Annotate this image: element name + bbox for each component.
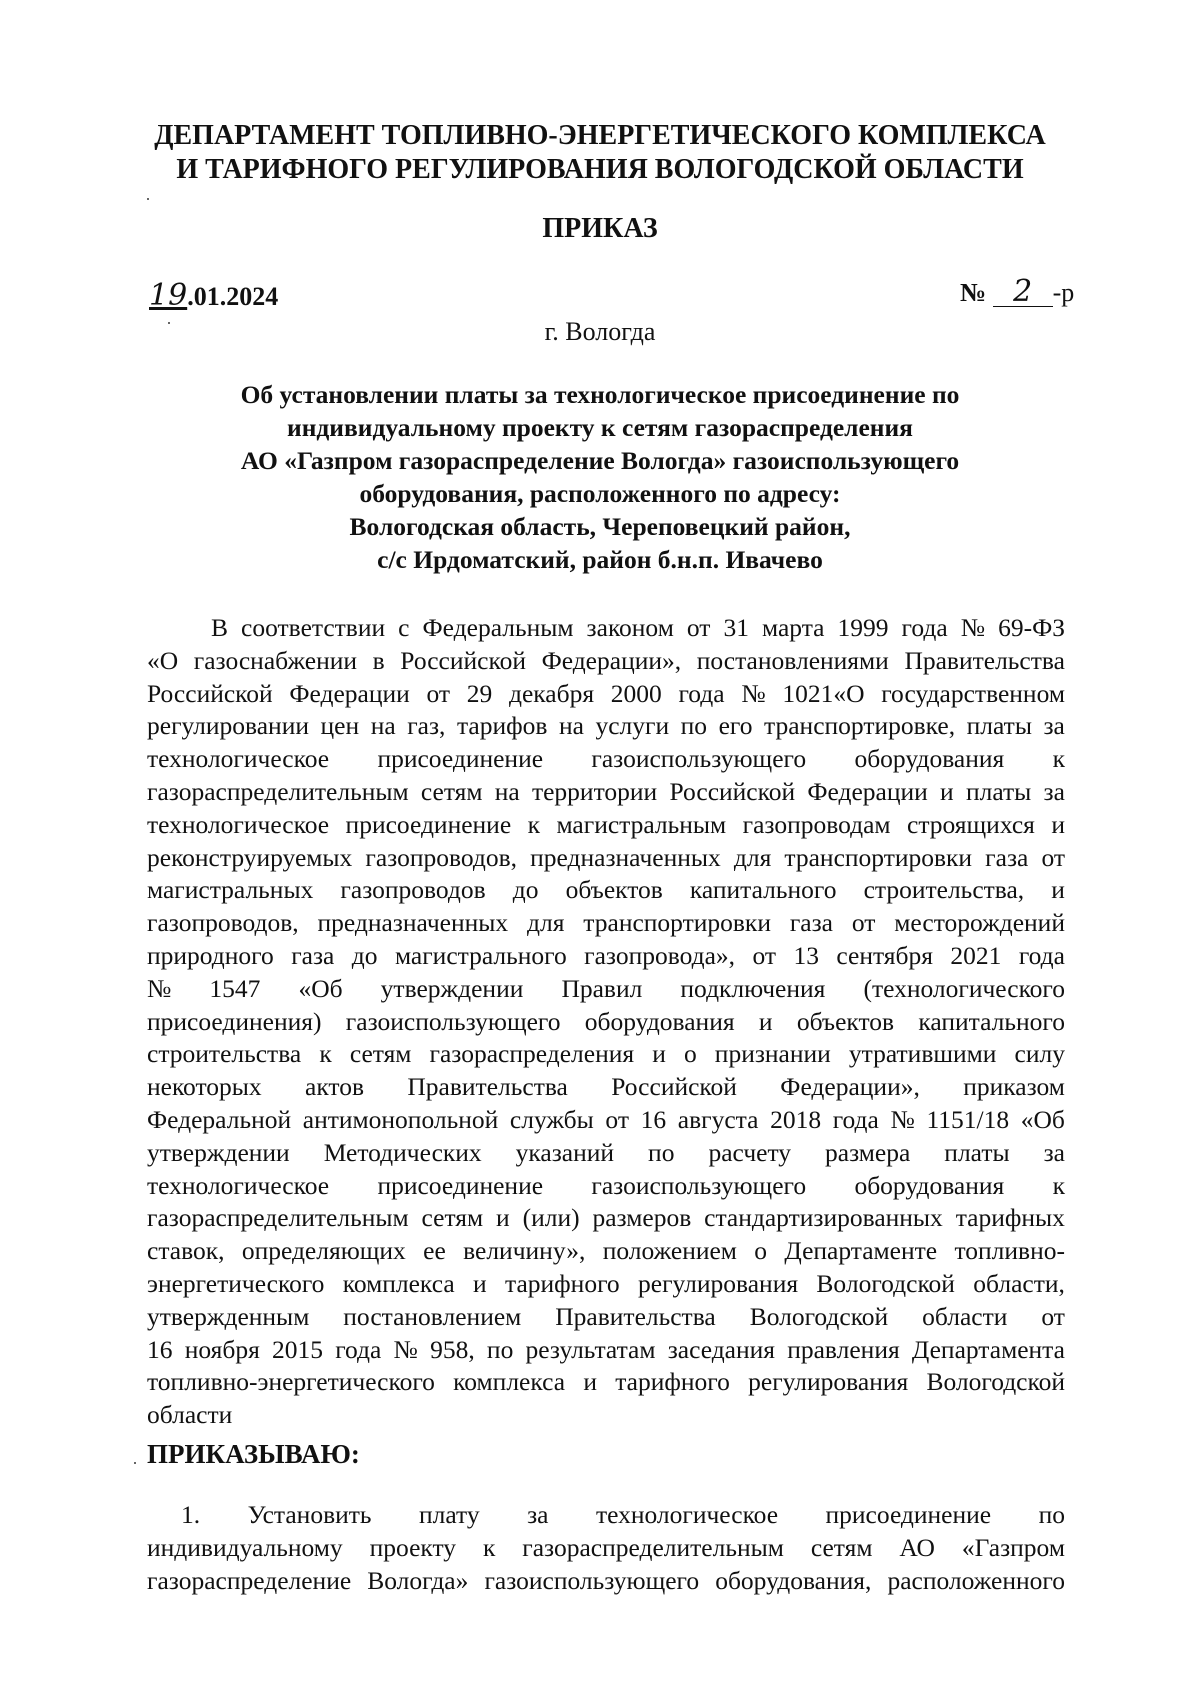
text-line: технологическое присоединение газоиспользующего оборудования к	[147, 744, 1065, 774]
number-handwritten: 2	[993, 278, 1053, 307]
scan-speck	[168, 322, 170, 324]
document-title	[180, 378, 1020, 576]
text-line: Российской Федерации от 29 декабря 2000 года № 1021«О государственном	[147, 678, 1065, 708]
department-name-line-1: ДЕПАРТАМЕНТ ТОПЛИВНО-ЭНЕРГЕТИЧЕСКОГО КОМПЛЕКСА	[154, 120, 1046, 151]
title-line: Вологодская область, Череповецкий район,	[349, 512, 851, 541]
text-line: регулировании цен на газ, тарифов на услуги по его транспортировке, платы за	[147, 711, 1065, 741]
text-line: В соответствии с Федеральным законом от 31 марта 1999 года № 69-ФЗ	[211, 613, 1065, 642]
document-city: г. Вологда	[544, 317, 656, 346]
document-date	[149, 278, 278, 313]
text-line: технологическое присоединение газоиспользующего оборудования к	[147, 1170, 1065, 1200]
title-line: АО «Газпром газораспределение Вологда» газоиспользующего	[240, 446, 960, 475]
text-line: утверждении Методических указаний по расчету размера платы за	[147, 1137, 1065, 1167]
text-line: Федеральной антимонопольной службы от 16 августа 2018 года № 1151/18 «Об	[147, 1104, 1065, 1134]
text-line: газопроводов, предназначенных для транспортировки газа от месторождений	[147, 908, 1065, 938]
text-line: некоторых актов Правительства Российской Федерации», приказом	[147, 1072, 1065, 1102]
title-line: с/с Ирдоматский, район б.н.п. Ивачево	[377, 545, 823, 574]
text-line: газораспределение Вологда» газоиспользующего оборудования, расположенного	[147, 1565, 1065, 1595]
text-line: утвержденным постановлением Правительства Вологодской области от	[147, 1301, 1065, 1331]
text-line: присоединения) газоиспользующего оборудования и объектов капитального	[147, 1006, 1065, 1036]
title-line: индивидуальному проекту к сетям газораспределения	[287, 413, 913, 442]
department-name-line-2: И ТАРИФНОГО РЕГУЛИРОВАНИЯ ВОЛОГОДСКОЙ ОБЛАСТИ	[176, 154, 1024, 185]
document-type: ПРИКАЗ	[542, 213, 658, 244]
text-line: 16 ноября 2015 года № 958, по результатам заседания правления Департамента	[147, 1334, 1065, 1364]
document-number	[960, 274, 1075, 309]
text-line: ставок, определяющих ее величину», положением о Департаменте топливно-	[147, 1236, 1065, 1266]
text-line: топливно-энергетического комплекса и тарифного регулирования Вологодской	[147, 1367, 1065, 1397]
text-line: природного газа до магистрального газопровода», от 13 сентября 2021 года	[147, 940, 1065, 970]
scan-speck	[134, 1462, 136, 1464]
text-line: энергетического комплекса и тарифного регулирования Вологодской области,	[147, 1268, 1065, 1298]
command-heading: ПРИКАЗЫВАЮ:	[147, 1439, 360, 1469]
number-suffix: -р	[1052, 278, 1075, 307]
text-line: индивидуальному проекту к газораспределительным сетям АО «Газпром	[147, 1532, 1065, 1562]
date-day-handwritten: 19	[149, 278, 188, 313]
preamble-text	[147, 612, 1065, 1432]
text-line: технологическое присоединение к магистральным газопроводам строящихся и	[147, 809, 1065, 839]
text-line: строительства к сетям газораспределения и о признании утратившими силу	[147, 1039, 1065, 1069]
text-line: области	[147, 1400, 233, 1430]
text-line: реконструируемых газопроводов, предназначенных для транспортировки газа от	[147, 842, 1065, 872]
title-line: оборудования, расположенного по адресу:	[359, 479, 841, 508]
text-line: 1. Установить плату за технологическое присоединение по	[181, 1500, 1065, 1529]
text-line: «О газоснабжении в Российской Федерации», постановлениями Правительства	[147, 645, 1065, 675]
text-line: газораспределительным сетям и (или) размеров стандартизированных тарифных	[147, 1203, 1065, 1233]
text-line: № 1547 «Об утверждении Правил подключения (технологического	[147, 973, 1065, 1003]
text-line: газораспределительным сетям на территории Российской Федерации и платы за	[147, 776, 1065, 806]
scan-speck	[147, 198, 149, 200]
number-prefix: №	[960, 278, 987, 307]
date-month-year: .01.2024	[187, 282, 279, 311]
order-item-1	[147, 1499, 1065, 1597]
text-line: магистральных газопроводов до объектов капитального строительства, и	[147, 875, 1065, 905]
title-line: Об установлении платы за технологическое присоединение по	[240, 380, 960, 409]
